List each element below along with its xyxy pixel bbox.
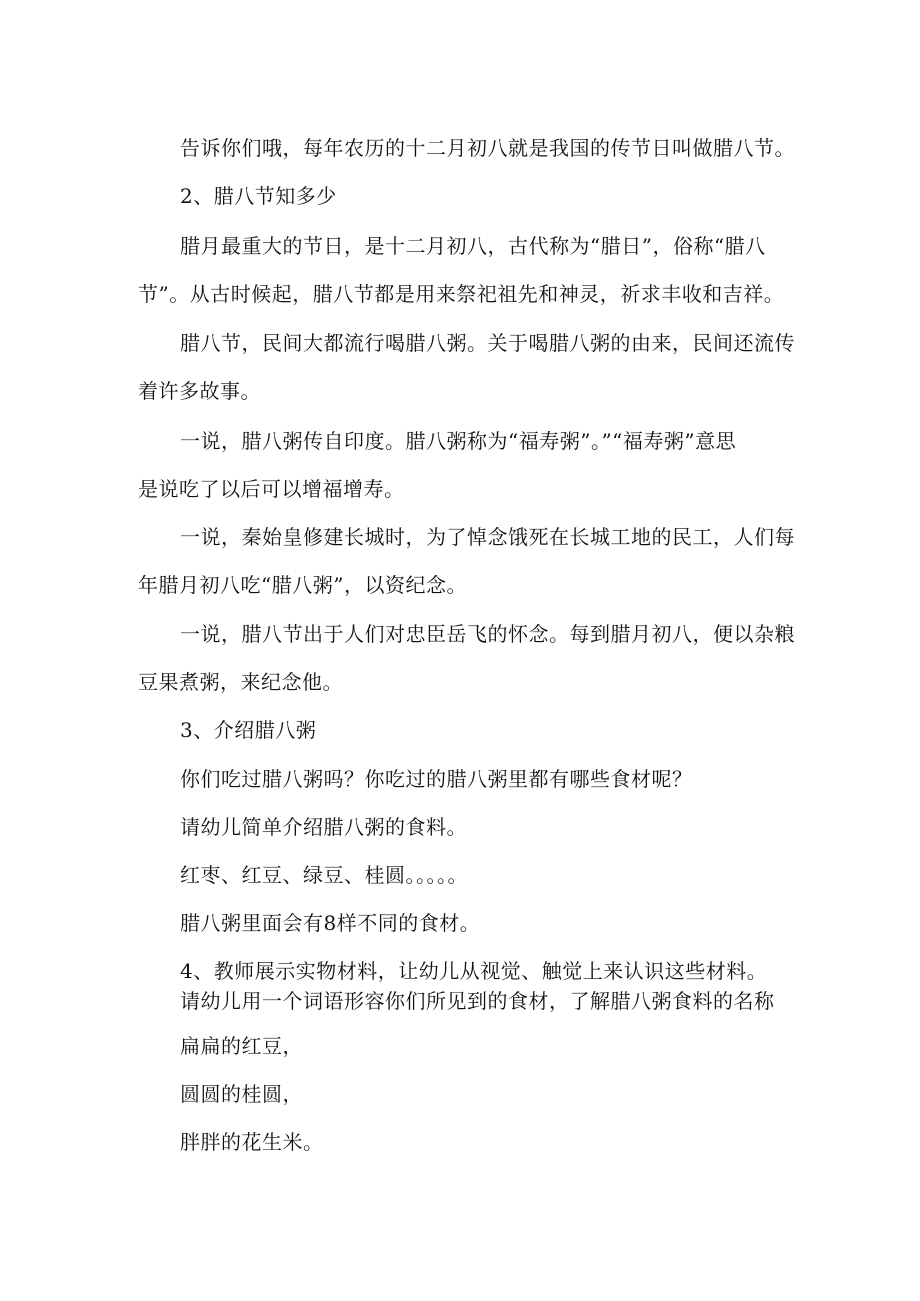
- text-line: 豆果煮粥，来纪念他。: [138, 670, 343, 694]
- section-heading: 4、教师展示实物材料，让幼儿从视觉、触觉上来认识这些材料。: [180, 959, 768, 983]
- text-line: 请幼儿简单介绍腊八粥的食料。: [180, 815, 467, 839]
- text-line: 告诉你们哦，每年农历的十二月初八就是我国的传节日叫做腊八节。: [180, 136, 795, 160]
- text-line: 胖胖的花生米。: [180, 1130, 324, 1154]
- section-heading: 3、介绍腊八粥: [180, 718, 317, 742]
- text-line: 你们吃过腊八粥吗？你吃过的腊八粥里都有哪些食材呢？: [180, 767, 693, 791]
- text-line: 着许多故事。: [138, 379, 261, 403]
- text-line: 请幼儿用一个词语形容你们所见到的食材，了解腊八粥食料的名称: [180, 989, 775, 1013]
- text-line: 腊月最重大的节日，是十二月初八，古代称为“腊日”，俗称“腊八: [180, 234, 766, 258]
- text-line: 扁扁的红豆，: [180, 1034, 303, 1058]
- text-line: 腊八节，民间大都流行喝腊八粥。关于喝腊八粥的由来，民间还流传: [180, 331, 795, 355]
- text-line: 一说，秦始皇修建长城时，为了悼念饿死在长城工地的民工，人们每: [180, 525, 795, 549]
- text-line: 一说，腊八粥传自印度。腊八粥称为“福寿粥”。”“福寿粥”意思: [180, 429, 737, 453]
- text-line: 红枣、红豆、绿豆、桂圆。。。。。: [180, 863, 468, 887]
- text-line: 圆圆的桂圆，: [180, 1082, 303, 1106]
- text-line: 一说，腊八节出于人们对忠臣岳飞的怀念。每到腊月初八，便以杂粮: [180, 622, 795, 646]
- text-line: 腊八粥里面会有8样不同的食材。: [180, 911, 481, 935]
- text-line: 年腊月初八吃“腊八粥”，以资纪念。: [138, 573, 467, 597]
- text-line: 是说吃了以后可以增福增寿。: [138, 477, 405, 501]
- text-line: 节”。从古时候起，腊八节都是用来祭祀祖先和神灵，祈求丰收和吉祥。: [138, 282, 785, 306]
- section-heading: 2、腊八节知多少: [180, 184, 337, 208]
